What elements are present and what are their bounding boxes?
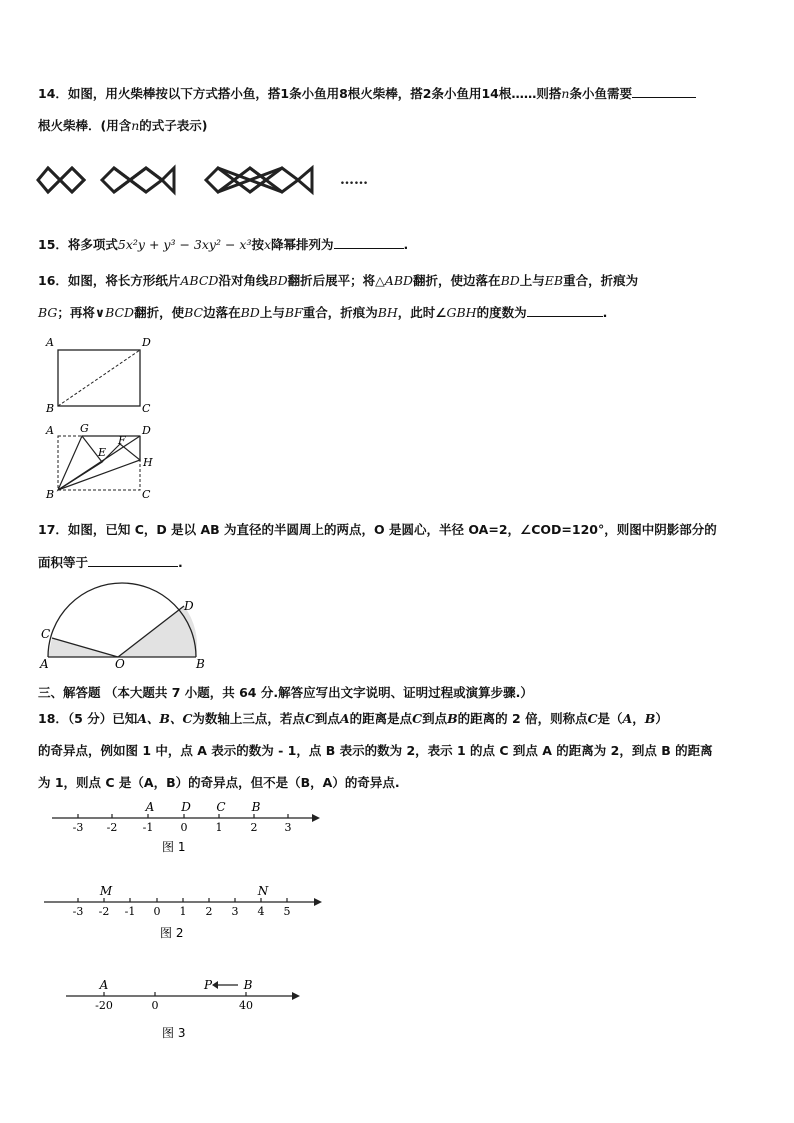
q16-bh: BH: [377, 305, 398, 320]
q14-text-2: 根火柴棒．(用含: [38, 118, 132, 133]
q14-var-n-2: n: [131, 118, 140, 133]
q16-f2-label-b: B: [46, 488, 55, 501]
q17-text: 17．如图，已知 C，D 是以 AB 为直径的半圆周上的两点，O 是圆心，半径 OA=2，∠COD=120°，则图中阴影部分的: [38, 522, 717, 537]
q16-bcd: BCD: [105, 305, 135, 320]
q17-label-o: O: [115, 657, 125, 671]
q15-end: .: [403, 237, 409, 252]
section-3-heading: [38, 683, 533, 701]
q16-t7: ；再将∨: [57, 305, 106, 320]
q17-label-d: D: [184, 599, 194, 613]
q16-f2-label-g: G: [80, 422, 89, 435]
nl1-tick-2: -1: [142, 821, 154, 834]
q18-c1: C: [304, 711, 315, 726]
q18-abc: A、B、C: [137, 711, 193, 726]
q15-prefix: 15．将多项式: [38, 237, 118, 252]
q17-semicircle-figure: [36, 582, 216, 672]
q14-text-tail: 条小鱼需要: [569, 86, 632, 101]
q15-line: [38, 235, 408, 253]
q15-var-x: x: [263, 237, 272, 252]
q16-t3: 翻折后展平；将△: [287, 273, 385, 288]
nl3-tick-0: -20: [95, 999, 113, 1012]
q16-t13: 的度数为: [476, 305, 527, 320]
nl2-tick-6: 3: [231, 905, 239, 918]
nl2-tick-7: 4: [257, 905, 265, 918]
nl3-point-p: P: [203, 978, 213, 992]
q14-line2: [38, 116, 208, 134]
q17-end: .: [178, 555, 183, 570]
q14-text-2-tail: 的式子表示): [139, 118, 208, 133]
nl3-left-arrow-icon: [212, 981, 238, 989]
q16-end: .: [602, 305, 608, 320]
q16-t5: 上与: [519, 273, 545, 288]
q16-line2: [38, 303, 607, 321]
q16-figure-folded: [42, 420, 172, 502]
nl3-point-a: A: [99, 978, 109, 992]
q17-label-c: C: [41, 627, 51, 641]
q18-text-3: 为 1，则点 C 是（A，B）的奇异点，但不是（B，A）的奇异点.: [38, 775, 400, 790]
q16-t11: 重合，折痕为: [302, 305, 378, 320]
q18-number-line-2: [40, 882, 340, 942]
q16-t4: 翻折，使边落在: [413, 273, 501, 288]
nl1-point-d: D: [181, 800, 191, 814]
q16-f1-label-b: B: [46, 402, 55, 415]
q16-f2-label-c: C: [142, 488, 151, 501]
q16-f1-label-c: C: [142, 402, 151, 415]
q18-t5: 到点: [422, 711, 448, 726]
q16-t9: 边落在: [203, 305, 241, 320]
q16-eb: EB: [544, 273, 564, 288]
q18-t1: 18．（5 分）已知: [38, 711, 138, 726]
q18-t9: ）: [655, 711, 668, 726]
q16-bd-3: BD: [240, 305, 260, 320]
q16-bd-2: BD: [500, 273, 520, 288]
nl2-caption: 图 2: [160, 926, 184, 940]
q15-suffix: 降幂排列为: [271, 237, 334, 252]
nl3-tick-2: 40: [239, 999, 253, 1012]
q16-figure-rectangle: [42, 336, 172, 416]
q16-t8: 翻折，使: [134, 305, 185, 320]
q18-c2: C: [412, 711, 423, 726]
nl1-tick-5: 2: [250, 821, 258, 834]
q14-text: 14．如图，用火柴棒按以下方式搭小鱼，搭1条小鱼用8根火柴棒，搭2条小鱼用14根……则搭: [38, 86, 562, 101]
q16-f2-label-e: E: [98, 446, 107, 459]
q18-t8: ，: [632, 711, 645, 726]
q16-bf: BF: [284, 305, 303, 320]
nl1-caption: 图 1: [162, 840, 186, 854]
q18-line3: [38, 773, 400, 791]
q16-t12: ，此时∠: [397, 305, 447, 320]
q16-gbh: GBH: [446, 305, 477, 320]
q18-line1: [38, 709, 668, 727]
nl1-tick-4: 1: [215, 821, 223, 834]
q18-t3: 到点: [314, 711, 340, 726]
nl2-tick-2: -1: [124, 905, 136, 918]
nl2-tick-4: 1: [179, 905, 187, 918]
nl2-tick-1: -2: [98, 905, 110, 918]
q18-number-line-1: [44, 798, 334, 858]
q18-t7: 是（: [597, 711, 623, 726]
q16-bd: BD: [268, 273, 288, 288]
q16-abd: ABD: [384, 273, 414, 288]
fish-1: [38, 168, 84, 192]
q14-var-n: n: [561, 86, 570, 101]
nl1-tick-3: 0: [180, 821, 188, 834]
nl1-tick-6: 3: [284, 821, 292, 834]
section-3-heading-text: 三、解答题 （本大题共 7 小题，共 64 分.解答应写出文字说明、证明过程或演算步骤.）: [38, 685, 533, 700]
q15-answer-blank[interactable]: [334, 236, 404, 249]
q16-bc: BC: [184, 305, 204, 320]
nl2-tick-0: -3: [72, 905, 84, 918]
q18-t6: 的距离的 2 倍，则称点: [457, 711, 588, 726]
q16-f2-label-d: D: [142, 424, 151, 437]
q18-t2: 为数轴上三点，若点: [192, 711, 305, 726]
q17-text-2: 面积等于: [38, 555, 89, 570]
q16-f1-label-d: D: [142, 336, 151, 349]
q17-label-b: B: [196, 657, 205, 671]
q16-t2: 沿对角线: [218, 273, 269, 288]
nl2-tick-5: 2: [205, 905, 213, 918]
q17-answer-blank[interactable]: [88, 554, 178, 567]
q16-line1: [38, 271, 638, 289]
q18-text-2: 的奇异点，例如图 1 中，点 A 表示的数为 - 1，点 B 表示的数为 2，表示 1 的点 C 到点 A 的距离为 2，到点 B 的距离: [38, 743, 713, 758]
q15-polynomial: 5x²y + y³ − 3xy² − x³: [117, 237, 252, 252]
q17-label-a: A: [40, 657, 49, 671]
q18-b2: B: [644, 711, 656, 726]
q18-a1: A: [339, 711, 350, 726]
fish-2: [102, 168, 174, 192]
nl2-point-m: M: [99, 884, 113, 898]
q18-b1: B: [447, 711, 458, 726]
nl3-caption: 图 3: [162, 1026, 186, 1040]
nl2-tick-8: 5: [283, 905, 291, 918]
nl1-tick-1: -2: [106, 821, 118, 834]
q16-abcd: ABCD: [180, 273, 219, 288]
q16-f1-label-a: A: [46, 336, 54, 349]
nl1-point-a: A: [145, 800, 155, 814]
q16-t1: 16．如图，将长方形纸片: [38, 273, 181, 288]
q18-c3: C: [587, 711, 598, 726]
nl1-point-b: B: [251, 800, 261, 814]
nl3-point-b: B: [243, 978, 253, 992]
q16-f2-label-f: F: [118, 434, 126, 447]
nl2-point-n: N: [257, 884, 269, 898]
q18-number-line-3: [60, 976, 320, 1046]
q16-t10: 上与: [259, 305, 285, 320]
q16-f2-label-a: A: [46, 424, 54, 437]
nl1-point-c: C: [216, 800, 226, 814]
q16-bg: BG: [38, 305, 58, 320]
q14-line1: [38, 84, 696, 102]
q18-t4: 的距离是点: [349, 711, 413, 726]
q14-fish-figure: [36, 152, 396, 202]
nl3-tick-1: 0: [151, 999, 159, 1012]
q18-line2: [38, 741, 713, 759]
q18-a2: A: [622, 711, 633, 726]
q14-ellipsis: ……: [340, 172, 368, 188]
nl2-tick-3: 0: [153, 905, 161, 918]
q15-mid: 按: [251, 237, 264, 252]
q14-answer-blank[interactable]: [632, 85, 696, 98]
q17-line2: [38, 553, 183, 571]
fish-3: [206, 168, 312, 192]
q16-f2-label-h: H: [143, 456, 153, 469]
q17-line1: [38, 520, 717, 538]
nl1-tick-0: -3: [72, 821, 84, 834]
q16-answer-blank[interactable]: [527, 304, 603, 317]
q16-t6: 重合，折痕为: [563, 273, 639, 288]
